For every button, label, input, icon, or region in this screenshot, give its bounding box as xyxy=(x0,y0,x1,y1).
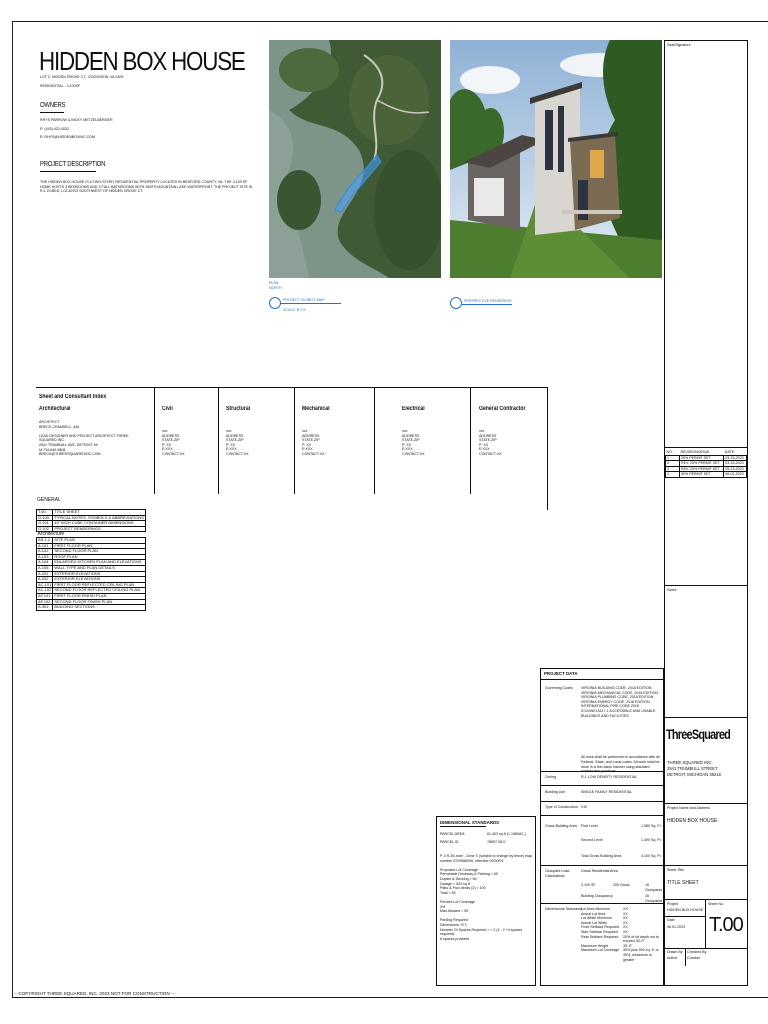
consultant-title: Structural xyxy=(226,406,251,412)
consultant-column-electrical xyxy=(402,388,466,510)
drawn-label: Drawn By xyxy=(667,950,683,954)
dimensional-notes xyxy=(440,854,534,941)
checked-value: Checker xyxy=(687,956,701,960)
owners-phone: P: (443) 422-4032 xyxy=(40,127,69,131)
rev-cell: 06-01-2023 xyxy=(724,472,747,478)
dim-name: Actual Lot Width xyxy=(581,920,608,925)
sheet-number: A.301 xyxy=(37,605,53,611)
parcel-id-value: 78807-05-0 xyxy=(487,840,506,844)
code-line: VIRGINIA BUILDING CODE, 2018 EDITION xyxy=(581,686,652,690)
rev-cell: REV. 25% PERMIT SET xyxy=(680,466,724,472)
consultant-line: ADDRESS xyxy=(162,433,180,438)
consultant-column-structural xyxy=(226,388,286,510)
firm-cell xyxy=(665,717,747,803)
dims-label: Dimensional Standards xyxy=(545,907,583,911)
consultant-line: xxx xyxy=(479,429,485,433)
table-row xyxy=(666,472,747,478)
dim-value: XX xyxy=(623,929,628,934)
dimensional-underline xyxy=(440,826,486,827)
consultant-line: ADDRESS xyxy=(402,433,420,438)
vicinity-scale: SCALE: N.T.S. xyxy=(283,308,307,312)
occupant-label: Occupant Load Calculations xyxy=(545,869,570,878)
dim-value: XX xyxy=(623,907,628,911)
table-row xyxy=(37,605,146,611)
revision-table xyxy=(665,450,747,478)
firm-street: 2541 TRUMBULL STREET xyxy=(667,766,718,771)
occupant-row xyxy=(541,865,663,904)
note-line: Total = 50 xyxy=(440,890,456,895)
construction-row xyxy=(541,801,663,816)
code-line: VIRGINIA MECHANICAL CODE, 2018 EDITION xyxy=(581,690,658,695)
note-line: Proposed Lot Coverage xyxy=(440,867,478,872)
consultant-column-architectural xyxy=(39,388,151,510)
consultant-title: Electrical xyxy=(402,406,425,412)
sheet-title: TITLE SHEET xyxy=(667,880,699,886)
sheet-number: A.102 xyxy=(37,549,53,555)
sheet-number: A.104 xyxy=(37,560,53,566)
dim-name: Actual Lot Area xyxy=(581,911,606,916)
consultant-column-mechanical xyxy=(302,388,366,510)
notes-label: Notes xyxy=(667,588,677,592)
rev-cell: 3 xyxy=(666,466,680,472)
sheet-name: BUILDING SECTIONS xyxy=(53,605,146,611)
divider xyxy=(665,916,705,917)
area-name: Total Gross Building Area xyxy=(581,854,622,858)
sheet-number: AF.102 xyxy=(37,599,53,605)
checked-label: Checked By xyxy=(687,950,707,954)
sheet-index-architecture-label: Architecture xyxy=(37,531,65,538)
note-line: Max Allowed = 50 xyxy=(440,909,469,914)
code-line: All work shall be performed in accordance with all Federal, State, and Local codes. All work shall be done in a first class manner using standard construction practices. xyxy=(581,755,660,774)
rev-cell: 4 xyxy=(666,472,680,478)
note-line: Number Of Spaces Required = > 2 (4 - 2 +4 spaces required) xyxy=(440,927,523,937)
note-line: Percent Lot Coverage xyxy=(440,899,475,904)
rendering-label: PERSPECTIVE RENDERING xyxy=(464,299,512,303)
rev-header: NO. xyxy=(666,450,673,454)
sheet-number: T.00 xyxy=(37,510,53,516)
firm-city: DETROIT, MICHIGAN 48216 xyxy=(667,772,721,777)
zoning-label: Zoning xyxy=(545,775,556,779)
sheet-title-cell xyxy=(665,865,747,899)
dim-name: Rear Setback Required xyxy=(581,934,619,939)
consultant-line: E:XXX xyxy=(162,447,173,452)
note-line: 3% xyxy=(440,904,446,909)
parcel-area-label: PARCEL AREA xyxy=(440,832,465,836)
column-divider xyxy=(218,388,219,494)
consultant-title: Architectural xyxy=(39,406,71,412)
rendering-view-tag xyxy=(450,297,462,309)
consultant-line: SQUARED INC xyxy=(39,438,64,443)
rev-cell: 2 xyxy=(666,461,680,467)
vicinity-label-line xyxy=(281,303,341,304)
rev-cell: 50% PERMIT SET xyxy=(680,472,724,478)
construction-label: Type of Construction xyxy=(545,805,578,809)
sheet-number: G.100 xyxy=(37,515,53,521)
sheet-number: AS.1.1 xyxy=(37,537,53,543)
project-name-label: Project Name and Address xyxy=(667,806,710,810)
plan-label: PLAN xyxy=(269,281,279,285)
sheet-name: PROJECT RENDERINGS xyxy=(53,526,146,532)
consultant-title: Civil xyxy=(162,406,173,412)
consultant-line: E:XXX xyxy=(479,447,490,452)
consultant-line: CONTACT:XX xyxy=(479,451,502,456)
sheet-number: AF.101 xyxy=(37,593,53,599)
sheet-number: A.105 xyxy=(37,565,53,571)
sheet-number: G.102 xyxy=(37,526,53,532)
consultant-line: STATE,ZIP xyxy=(226,438,244,443)
zoning-row xyxy=(541,771,663,786)
note-line: 6 spaces provided xyxy=(440,936,470,941)
sheet-name: SITE PLAN xyxy=(53,537,146,543)
dim-value: 35'-0" xyxy=(623,943,633,948)
consultant-line: BRECK@THREESQUAREDINC.COM xyxy=(39,452,101,457)
rev-cell: 25% PERMIT SET xyxy=(680,455,724,461)
firm-name: THREE SQUARED INC. xyxy=(667,760,713,765)
sheet-number: A.101 xyxy=(37,543,53,549)
rev-cell: 03-15-2023 xyxy=(724,461,747,467)
note-line: Garage = 520 sq ft xyxy=(440,881,470,886)
divider xyxy=(705,900,706,948)
code-line: INTERNATIONAL FIRE CODE 2018 xyxy=(581,704,639,709)
sheet-name: FIRST FLOOR FINISH PLAN xyxy=(53,593,146,599)
use-label: Building Use xyxy=(545,790,566,794)
project-number: HIDDEN BOX HOUSE xyxy=(667,908,704,912)
notes-cell xyxy=(665,585,747,715)
codes-label: Governing Codes xyxy=(545,686,573,690)
zoning-value: R-1 LOW DENSITY RESIDENTIAL xyxy=(581,775,638,779)
rev-header: DATE xyxy=(724,450,735,454)
consultant-line: LEAD DESIGNER AND PROJECT ARCHITECT THREE xyxy=(39,433,129,438)
use-row xyxy=(541,785,663,802)
title-block xyxy=(664,40,748,986)
sheet-number: A.103 xyxy=(37,554,53,560)
rev-cell: 03-15-2023 xyxy=(724,455,747,461)
north-label: NORTH xyxy=(269,286,282,290)
consultant-line: P: XX xyxy=(162,442,172,447)
description-underline xyxy=(40,171,96,172)
consultant-line: BRECK CRANDELL, AIA xyxy=(39,424,80,429)
consultant-line: STATE,ZIP xyxy=(479,438,497,443)
note-line: Permeable Driveway & Parking = 60 xyxy=(440,872,498,877)
code-line: VIRGINIA PLUMBING CODE, 2018 EDITION xyxy=(581,695,654,700)
consultant-line: ADDRESS xyxy=(226,433,244,438)
column-divider xyxy=(154,388,155,494)
sheet-number: A.201 xyxy=(37,571,53,577)
sheet-info-cell xyxy=(665,899,747,987)
consultant-title: General Contractor xyxy=(479,406,526,412)
occupant-cell: 200 Gross xyxy=(613,883,630,887)
owners-heading: OWNERS xyxy=(40,102,66,109)
consultant-line: P: XX xyxy=(302,442,312,447)
occupant-cell: 16 Occupants xyxy=(645,883,663,892)
parcel-id-label: PARCEL ID xyxy=(440,840,459,844)
rev-cell: REV. 25% PERMIT SET xyxy=(680,461,724,467)
use-value: SINGLE FAMILY RESIDENTIAL xyxy=(581,790,633,794)
project-address: LOT 2, HIDDEN GROVE CT., GOODVIEW, VA 2409 xyxy=(40,75,124,79)
sheet-number: A.202 xyxy=(37,577,53,583)
owners-underline xyxy=(40,112,64,113)
code-line xyxy=(581,727,663,755)
column-divider xyxy=(470,388,471,494)
sheet-name: EXTERIOR ELEVATIONS xyxy=(53,571,146,577)
column-divider xyxy=(374,388,375,494)
vicinity-map-image xyxy=(269,40,441,278)
sheet-number-label: Sheet No. xyxy=(708,902,724,906)
owners-email: E: RHYS@HIDDENBOXINC.COM xyxy=(40,135,95,139)
dimensional-heading: DIMENSIONAL STANDARDS xyxy=(440,820,500,825)
project-title: HIDDEN BOX HOUSE xyxy=(39,46,245,76)
dim-value: 30% plus 500 sq. ft. or 35%, whichever is greater xyxy=(623,948,659,962)
dim-value: XX xyxy=(623,911,628,916)
project-name-cell xyxy=(665,803,747,865)
owners-names: RHYS PARROW & NICKY METZELBERGER xyxy=(40,118,113,122)
consultant-line: CONTACT:XX xyxy=(302,451,325,456)
consultant-line: ADDRESS xyxy=(302,433,320,438)
rendering-label-line xyxy=(462,304,512,305)
vicinity-map-label: PROJECT VICINITY MAP xyxy=(283,298,325,302)
rev-cell: 05-23-2023 xyxy=(724,466,747,472)
project-data-box xyxy=(540,668,664,986)
consultant-line: xxx xyxy=(226,429,232,433)
consultant-index-heading: Sheet and Consultant Index xyxy=(39,394,107,400)
consultant-line: 2541 TRUMBULL AVE, DETROIT MI xyxy=(39,442,98,447)
consultant-line: xxx xyxy=(162,429,168,433)
dims-list xyxy=(581,907,663,962)
area-row xyxy=(541,815,663,866)
consultant-title: Mechanical xyxy=(302,406,330,412)
consultant-line: ADDRESS xyxy=(479,433,497,438)
sheet-number: AC.101 xyxy=(38,581,52,587)
sheet-index-table xyxy=(36,509,146,611)
project-data-heading: PROJECT DATA xyxy=(544,671,578,676)
consultant-line: P: XX xyxy=(402,442,412,447)
area-value: 3,100 Sq. Ft. xyxy=(641,854,662,858)
perspective-rendering-image xyxy=(450,40,662,278)
sheet-name: TYPICAL NOTES, SYMBOLS & ABBREVIATIONS xyxy=(54,514,144,520)
sheet-number-value: T.00 xyxy=(709,914,743,936)
dim-name: Maximum Lot Coverage xyxy=(581,948,620,953)
consultant-line: STATE,ZIP xyxy=(402,438,420,443)
occupant-cell: 16 Occupants xyxy=(645,894,663,903)
rev-cell: 1 xyxy=(666,455,680,461)
seal-label: Seal/Signature xyxy=(667,43,691,47)
sheet-name: SECOND FLOOR PLAN xyxy=(53,549,146,555)
vicinity-view-tag xyxy=(269,297,281,309)
dim-value: XX xyxy=(623,920,628,925)
codes-list xyxy=(581,686,663,774)
sheet-index-general-label: GENERAL xyxy=(37,497,61,503)
codes-row xyxy=(541,679,663,772)
dim-name: Front Setback Required xyxy=(581,925,619,930)
project-type: RESIDENTIAL - 3,100SF xyxy=(40,84,81,88)
rev-header: REVISION/ISSUE xyxy=(680,450,710,454)
sheet-name: ROOF PLAN xyxy=(53,554,146,560)
sheet-name: SECOND FLOOR REFLECTED CEILING PLAN xyxy=(53,588,146,594)
firm-logo: ThreeSquared xyxy=(666,726,731,742)
dim-value: 20% of lot depth not to exceed 35'-0" xyxy=(623,934,659,944)
sheet-name: EXTERIOR ELEVATIONS xyxy=(53,577,146,583)
sheet-title-label: Sheet Title xyxy=(667,868,684,872)
sheet-name: TITLE SHEET xyxy=(53,510,146,516)
note-line: Duplex & Decking = 60 xyxy=(440,876,477,881)
code-line: VIRGINIA ENERGY CODE, 2018 EDITION xyxy=(581,699,650,704)
date-value: 06.01.2023 xyxy=(667,925,685,929)
parcel-area-value: 61,403 sq ft (1.1969AC.) xyxy=(487,832,527,836)
dim-value: XX xyxy=(623,925,628,930)
consultant-line: xxx xyxy=(402,429,408,433)
sheet-number: G.101 xyxy=(37,521,53,527)
note-line: Dimensions: 3+1 xyxy=(440,922,467,927)
dim-name: Side Setback Required xyxy=(581,929,618,934)
dim-name: Lot Width Minimum xyxy=(581,916,612,921)
consultant-line: CONTACT:XX xyxy=(226,451,249,456)
sheet-name: ENLARGED KITCHEN PLAN AND ELEVATIONS xyxy=(53,560,146,566)
consultant-line: P: XX xyxy=(226,442,236,447)
sheet-name: SECOND FLOOR FINISH PLAN xyxy=(53,599,146,605)
consultant-line: E:XXX xyxy=(302,447,313,452)
consultant-line: STATE,ZIP xyxy=(302,438,320,443)
footer-copyright: -- COPYRIGHT THREE SQUARED, INC. 2023 NOT FOR CONSTRUCTION -- xyxy=(14,991,175,996)
sheet-number: AC.102 xyxy=(38,587,52,593)
project-name: HIDDEN BOX HOUSE xyxy=(667,818,718,824)
column-divider xyxy=(294,388,295,494)
consultant-line: STATE,ZIP xyxy=(162,438,180,443)
consultant-line: ARCHITECT xyxy=(39,420,60,424)
area-value: 1,580 Sq. Ft. xyxy=(641,824,662,828)
code-line: ICC/ANSI A117.1 ACCESSIBLE AND USABLE BUILDINGS AND FACILITIES xyxy=(581,708,656,718)
occupant-cell: 3,100 SF xyxy=(581,883,596,887)
divider xyxy=(685,948,686,966)
sheet-name: FIRST FLOOR PLAN xyxy=(53,543,146,549)
consultant-line: E:XXX xyxy=(226,447,237,452)
project-label: Project xyxy=(667,902,679,906)
dimensional-standards-box xyxy=(436,816,536,986)
dimensional-row xyxy=(541,903,663,986)
consultant-line: E:XXX xyxy=(402,447,413,452)
note-line: P-3 R-35 zone - Zone S (subject to change by fence) map number 0729986006, effective 03/30/03 xyxy=(440,854,533,863)
description-heading: PROJECT DESCRIPTION xyxy=(40,161,106,168)
sheet-name: FIRST FLOOR REFLECTED CEILING PLAN xyxy=(53,582,146,588)
note-line: Patio & Pool decks (2) = 100 xyxy=(440,886,486,891)
divider xyxy=(665,948,747,949)
area-name: Second Level xyxy=(581,838,603,842)
dim-value: XX xyxy=(623,916,628,921)
consultant-line: CONTACT:XX xyxy=(402,451,425,456)
area-value: 1,490 Sq. Ft. xyxy=(641,838,662,842)
sheet-name: 40' HIGH CUBE CONTAINER DIMENSIONS xyxy=(53,521,146,527)
consultant-column-general-contractor xyxy=(479,388,545,510)
dim-name: Lot Area Minimum xyxy=(581,907,610,911)
area-label: Gross Building Area xyxy=(545,824,577,828)
date-label: Date xyxy=(667,918,675,922)
note-line: Parking Required xyxy=(440,918,468,923)
occupant-cell: Gross Residential Area xyxy=(581,869,618,873)
sheet-name: WALL TYPE AND PLAN DETAILS xyxy=(53,565,146,571)
consultant-line: P: XX xyxy=(479,442,489,447)
consultant-line: M:734-640-9808 xyxy=(39,447,66,452)
consultant-index xyxy=(36,387,548,510)
consultant-line: CONTACT:XX xyxy=(162,451,185,456)
consultant-line: xxx xyxy=(302,429,308,433)
consultant-column-civil xyxy=(162,388,212,510)
revision-divider xyxy=(665,447,747,448)
description-text: THE HIDDEN BOX HOUSE IS A TWO-STORY RESIDENTIAL PROPERTY LOCATED IN BEDFORD COUNTY, VA. THE 3,100 SF HOME HOSTS 3 BEDROOMS AND 3 FULL BATHROOMS WITH SMITH MOUNTAIN LAKE WATERFRONT. THE PROJECT SITE IS R-1 ZONED, LOCATED SOUTHWEST OF HIDDEN GROVE CT. xyxy=(40,180,253,194)
dim-name: Maximum Height xyxy=(581,943,608,948)
area-name: First Level xyxy=(581,824,598,828)
drawn-value: Author xyxy=(667,956,678,960)
construction-value: V-B xyxy=(581,805,587,809)
occupant-cell: Building Occupancy xyxy=(581,894,613,898)
